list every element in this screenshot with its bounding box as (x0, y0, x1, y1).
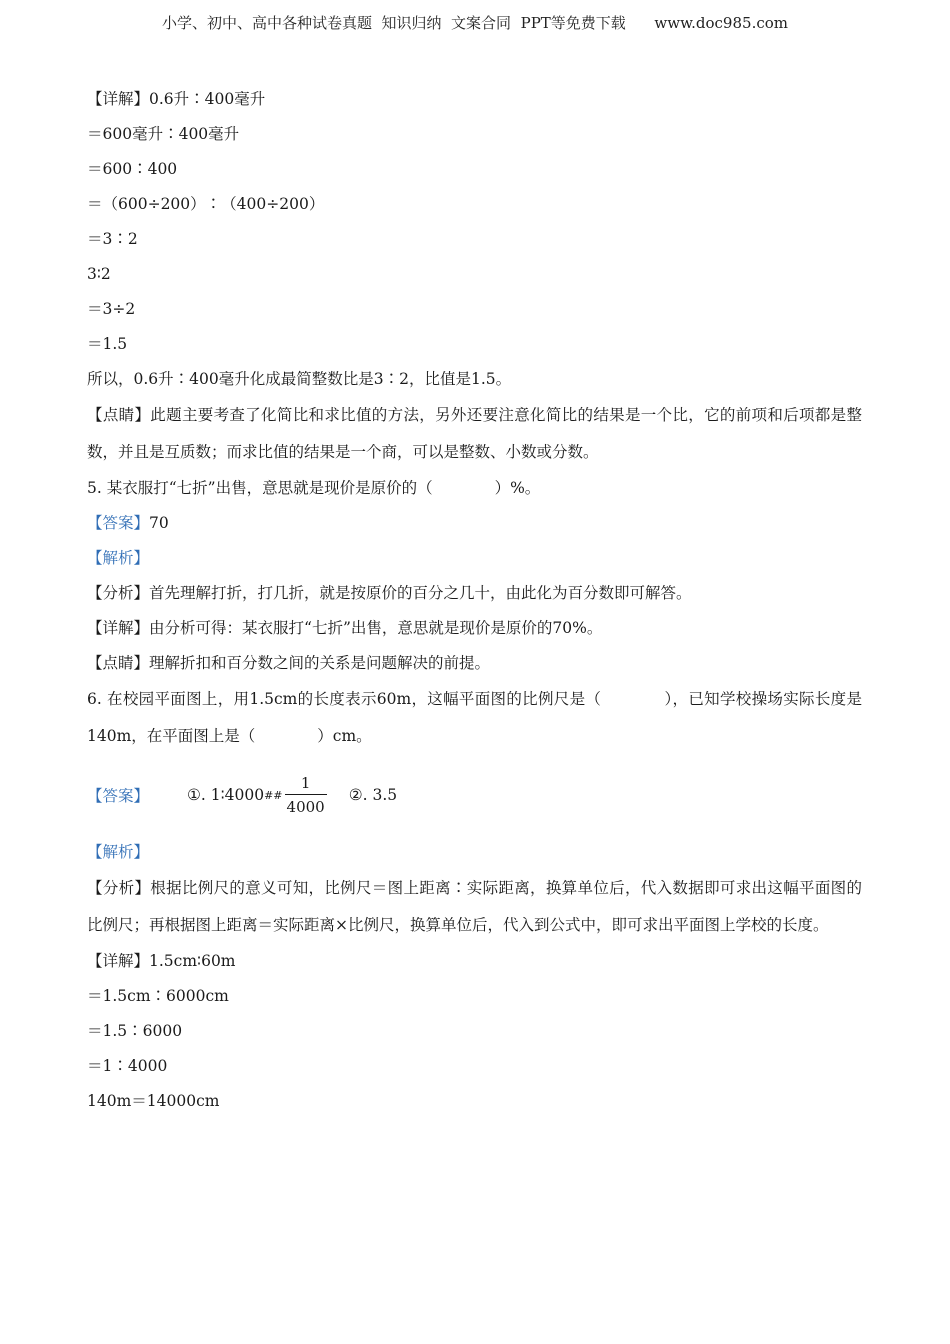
q6-step-1: 1.5cm∶60m (149, 952, 236, 970)
q6-step-5: 140m＝14000cm (87, 1092, 220, 1110)
q5-tip-text: 理解折扣和百分数之间的关系是问题解决的前提。 (149, 654, 491, 672)
q6-analysis-heading: 【分析】 (87, 879, 151, 897)
q5-analysis-text: 首先理解打折，打几折，就是按原价的百分之几十，由此化为百分数即可解答。 (149, 584, 692, 602)
fraction-denominator: 4000 (285, 794, 327, 816)
q4-tip-text: 此题主要考查了化简比和求比值的方法，另外还要注意化简比的结果是一个比，它的前项和后项都是整数，并且是互质数；而求比值的结果是一个商，可以是整数、小数或分数。 (87, 406, 862, 461)
q6-analysis-text: 根据比例尺的意义可知，比例尺＝图上距离∶实际距离，换算单位后，代入数据即可求出这幅平面图的比例尺；再根据图上距离＝实际距离×比例尺，换算单位后，代入到公式中，即可求出平面图上学校的长度。 (87, 879, 862, 934)
q6-answer-row (87, 755, 862, 835)
q4-step-3: ＝600∶400 (87, 160, 178, 178)
q5-tip-line (87, 646, 862, 681)
q6-detail-label: 【详解】 (87, 952, 150, 970)
q4-step-5: ＝3∶2 (87, 230, 138, 248)
q4-step-7: ＝3÷2 (87, 300, 136, 318)
q6-step-2: ＝1.5cm∶6000cm (87, 987, 229, 1005)
q5-detail-text: 由分析可得：某衣服打“七折”出售，意思就是现价是原价的70%。 (149, 619, 603, 637)
q5-answer-value: 70 (149, 514, 169, 532)
q6-answer-part2: ②. 3.5 (348, 786, 398, 804)
q6-detail-line (87, 944, 862, 979)
q5-analysis-heading: 【分析】 (87, 584, 150, 602)
q4-step-1: 0.6升∶400毫升 (149, 90, 266, 108)
q4-step-8: ＝1.5 (87, 335, 128, 353)
q6-step-3: ＝1.5∶6000 (87, 1022, 183, 1040)
q4-step-6: 3∶2 (87, 265, 111, 283)
q4-step-2: ＝600毫升∶400毫升 (87, 125, 240, 143)
q6-step-4: ＝1∶4000 (87, 1057, 168, 1075)
q6-answer-part1: ①. 1∶4000 (187, 786, 265, 804)
q4-step-4: ＝（600÷200）∶（400÷200） (87, 195, 325, 213)
q5-answer-line (87, 506, 862, 541)
q6-analysis-label: 【解析】 (87, 843, 150, 861)
q6-question: 6. 在校园平面图上，用1.5cm的长度表示60m，这幅平面图的比例尺是（ ），已知学校操场实际长度是140m，在平面图上是（ ）cm。 (87, 690, 862, 745)
q4-tip-label: 【点睛】 (87, 406, 151, 424)
q6-answer-fraction (285, 774, 327, 816)
q4-detail-line (87, 82, 862, 117)
q5-tip-label: 【点睛】 (87, 654, 150, 672)
q6-analysis (87, 870, 862, 944)
fraction-numerator: 1 (300, 774, 311, 792)
q5-question: 5. 某衣服打“七折”出售，意思就是现价是原价的（ ）%。 (87, 479, 541, 497)
q5-detail-label: 【详解】 (87, 619, 150, 637)
document-body (87, 82, 862, 1119)
q5-answer-label: 【答案】 (87, 514, 150, 532)
q4-detail-label: 【详解】 (87, 90, 150, 108)
q5-detail-line (87, 611, 862, 646)
q5-analysis-line (87, 576, 862, 611)
q4-conclusion: 所以，0.6升∶400毫升化成最简整数比是3∶2，比值是1.5。 (87, 370, 512, 388)
q5-analysis-label: 【解析】 (87, 549, 150, 567)
q6-answer-label: 【答案】 (87, 787, 150, 805)
q6-answer-separator: ## (264, 788, 283, 802)
page-header: 小学、初中、高中各种试卷真题 知识归纳 文案合同 PPT等免费下载 www.doc985.com (161, 14, 788, 32)
q4-tip (87, 397, 862, 471)
